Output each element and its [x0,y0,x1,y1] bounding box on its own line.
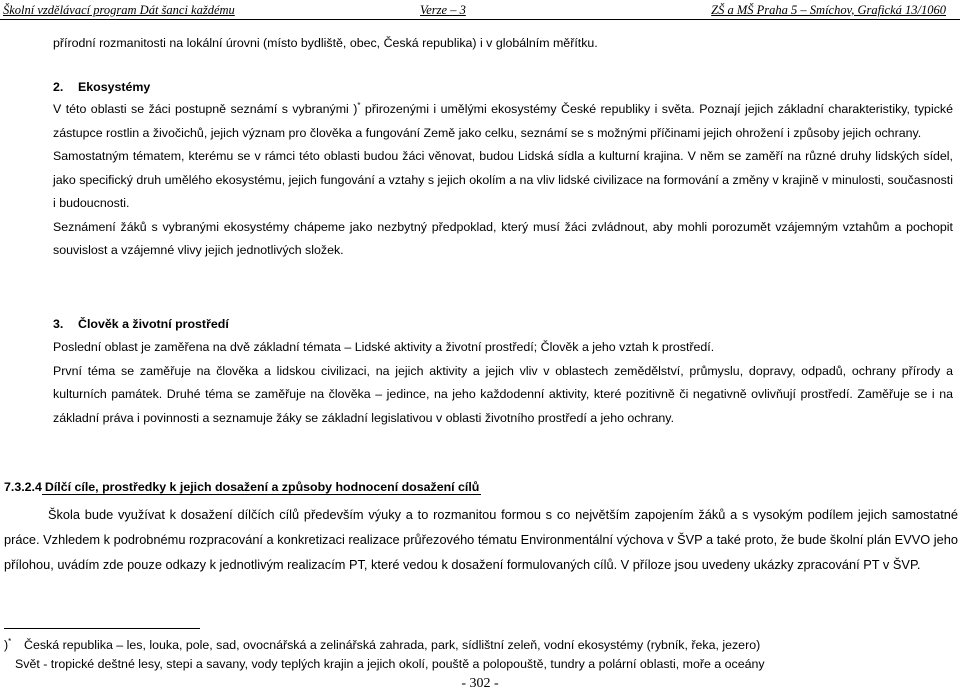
section-2-title: Ekosystémy [78,80,151,94]
header-rule [0,19,960,20]
intro-paragraph [53,32,953,56]
intro-line: přírodní rozmanitosti na lokální úrovni (místo bydliště, obec, Česká republika) i v globálním měřítku. [53,36,598,50]
header-version: Verze – 3 [420,3,466,17]
section-2-body [53,98,953,263]
section-2-number: 2. [53,80,64,94]
page-header [0,0,960,22]
footnote-rule [4,628,200,629]
footnote [4,636,958,674]
section-3-body [53,336,953,430]
section-3-paragraph-1: Poslední oblast je zaměřena na dvě základní témata – Lidské aktivity a životní prostředí; Člověk a jeho vztah k prostředí. [53,340,715,354]
subsection-heading [4,480,481,494]
footnote-line-2: Svět - tropické deštné lesy, stepi a savany, vody teplých krajin a jejich okolí, pouště a polopouště, tundry a polární oblasti, moře a oceány [15,657,765,671]
section-2-paragraph-3: Seznámení žáků s vybranými ekosystémy chápeme jako nezbytný předpoklad, který musí žáci zvládnout, aby mohli porozumět vzájemným vztahům a pochopit souvislost a vzájemné vlivy jejich jednotlivých složek. [53,219,953,257]
section-3-number: 3. [53,317,64,331]
page-number: - 302 - [461,676,499,691]
footnote-line-1: )* Česká republika – les, louka, pole, sad, ovocnářská a zelinářská zahrada, park, sídlištní zeleň, vodní ekosystémy (rybník, řeka, jezero) [4,636,761,652]
subsection-title: Dílčí cíle, prostředky k jejich dosažení a způsoby hodnocení dosažení cílů [42,480,481,495]
subsection-body [4,502,958,577]
section-3-paragraph-2: První téma se zaměřuje na člověka a lidskou civilizaci, na jejich aktivity a jejich vliv v oblastech zemědělství, průmyslu, dopravy, odpadů, ochrany přírody a kulturních památek. Druhé téma se zaměřuje na člověka – jedince, na jeho každodenní aktivity, které pozitivně či negativně ovlivňují prostředí. Zaměřuje se i na základní práva i povinnosti a seznamuje žáky se základní legislativou v oblasti životního prostředí a jeho ochrany. [53,363,953,425]
section-3-title: Člověk a životní prostředí [78,317,229,331]
section-2-paragraph-1: V této oblasti se žáci postupně seznámí s vybranými )* přirozenými i umělými ekosystémy České republiky i světa. Poznají jejich základní charakteristiky, typické zástupce rostlin a živočichů, jejich význam pro člověka a fungování Země jako celku, seznámí se s možnými příčinami jejich ohrožení i způsoby jejich ochrany. [53,100,953,140]
section-2-paragraph-2: Samostatným tématem, kterému se v rámci této oblasti budou žáci věnovat, budou Lidská sídla a kulturní krajina. V něm se zaměří na různé druhy lidských sídel, jako specifický druh umělého ekosystému, jejich fungování a vztahy s jejich okolím a na vliv lidské civilizace na formování a změny v krajině v minulosti, současnosti i budoucnosti. [53,149,953,210]
subsection-paragraph: Škola bude využívat k dosažení dílčích cílů především výuky a to rozmanitou formou s co největším zapojením žáků a s vysokým podílem jejich samostatné práce. Vzhledem k podrobnému rozpracování a konkretizaci realizace průřezového tématu Environmentální výchova v ŠVP a také proto, že bude školní plán EVVO jeho přílohou, uvádím zde pouze odkazy k jednotlivým realizacím PT, které vedou k dosažení formulovaných cílů. V příloze jsou uvedeny ukázky zpracování PT v ŠVP. [4,507,958,572]
header-school-program: Školní vzdělávací program Dát šanci každému [3,3,235,17]
subsection-number: 7.3.2.4 [4,480,42,494]
header-school-address: ZŠ a MŠ Praha 5 – Smíchov, Grafická 13/1060 [711,3,946,17]
